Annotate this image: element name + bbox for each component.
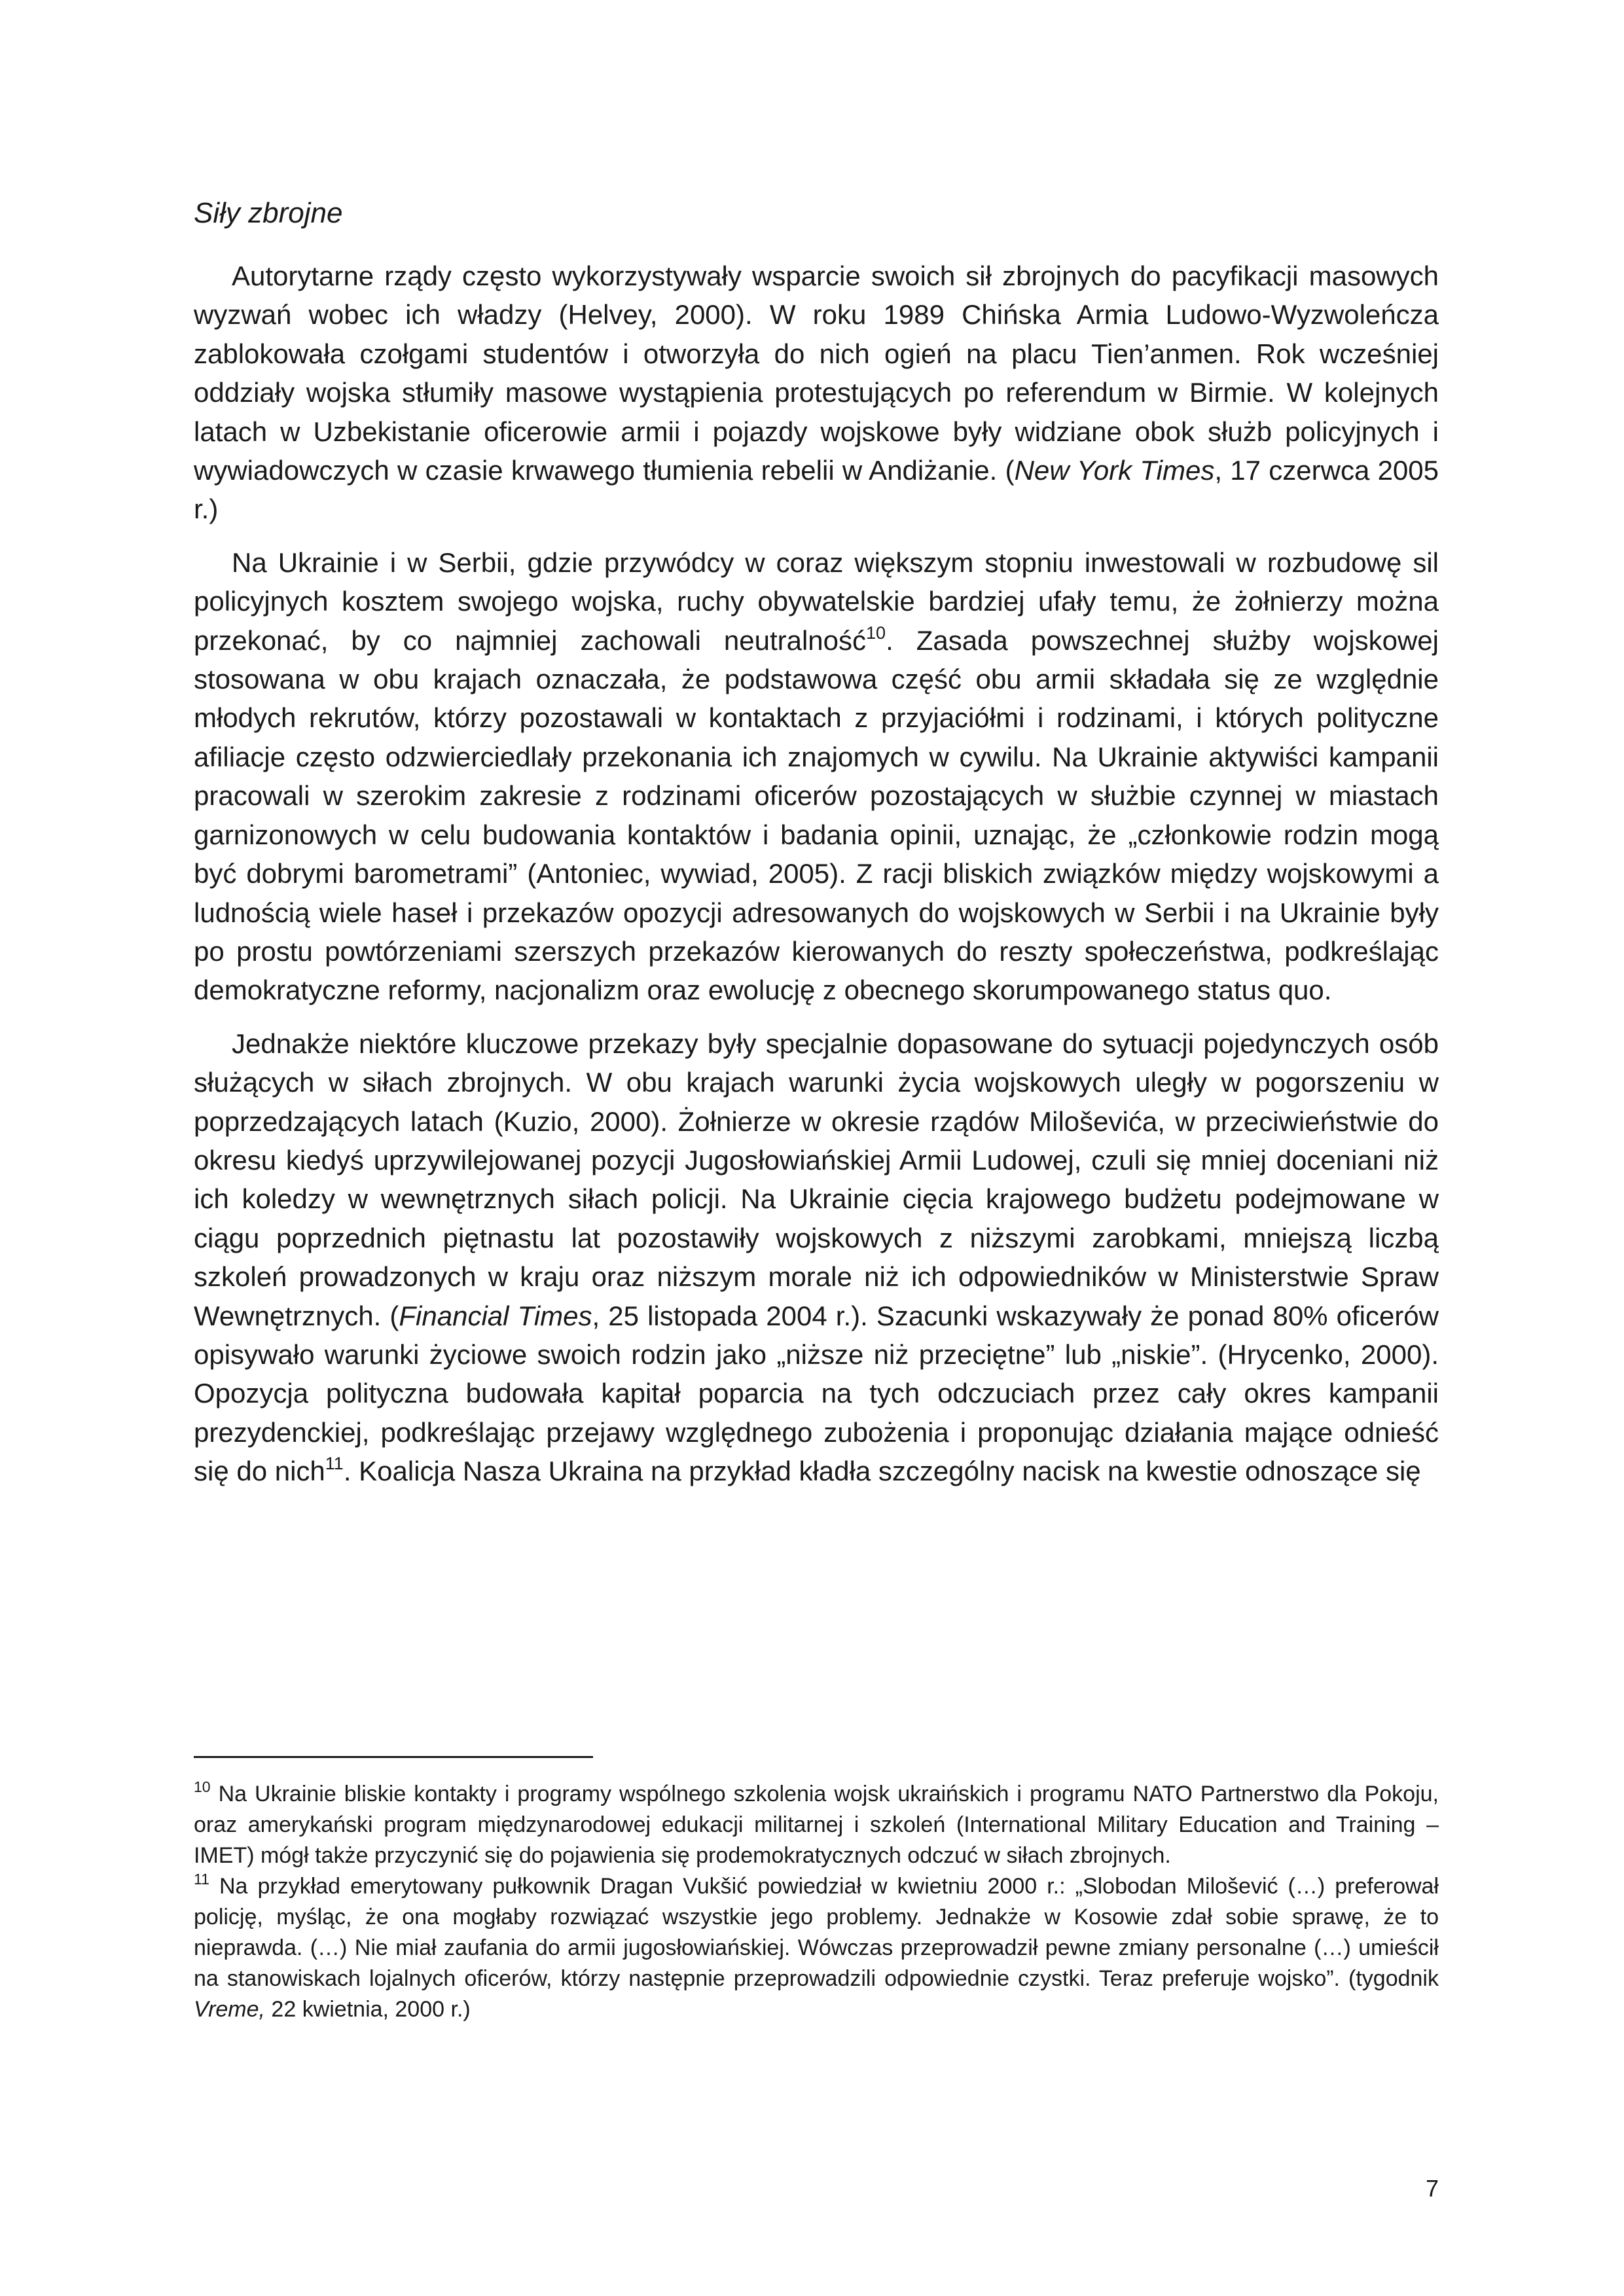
source-title: Vreme, <box>194 1997 265 2022</box>
footnote-reference[interactable]: 10 <box>866 622 886 643</box>
paragraph-text: , 25 listopada 2004 r.). Szacunki wskazywały że ponad 80% oficerów opisywało warunki życiowe swoich rodzin jako „niższe niż przeciętne” lub „niskie”. (Hrycenko, 2000). Opozycja polityczna budowała kapitał poparcia na tych odczuciach przez cały okres kampanii prezydenckiej, podkreślając przejawy względnego zubożenia i proponując działania mające odnieść się do nich <box>194 1300 1439 1487</box>
footnote-11 <box>194 1871 1439 2025</box>
page-number: 7 <box>1425 2175 1439 2202</box>
footnote-text: 22 kwietnia, 2000 r.) <box>264 1997 471 2022</box>
paragraph-text: . Koalicja Nasza Ukraina na przykład kładła szczególny nacisk na kwestie odnoszące się <box>343 1456 1421 1487</box>
footnote-text: Na przykład emerytowany pułkownik Dragan Vukšić powiedział w kwietniu 2000 r.: „Slobodan Milošević (…) preferował policję, myśląc, że ona mogłaby rozwiązać wszystkie jego problemy. Jednakże w Kosowie zdał sobie sprawę, że to nieprawda. (…) Nie miał zaufania do armii jugosłowiańskiej. Wówczas przeprowadził pewne zmiany personalne (…) umieścił na stanowiskach lojalnych oficerów, którzy następnie przeprowadzili odpowiednie czystki. Teraz preferuje wojsko”. (tygodnik <box>194 1874 1439 1991</box>
source-title: New York Times <box>1014 455 1215 486</box>
paragraph-text: Jednakże niektóre kluczowe przekazy były specjalnie dopasowane do sytuacji pojedynczych osób służących w siłach zbrojnych. W obu krajach warunki życia wojskowych uległy w pogorszeniu w poprzedzających latach (Kuzio, 2000). Żołnierze w okresie rządów Miloševića, w przeciwieństwie do okresu kiedyś uprzywilejowanej pozycji Jugosłowiańskiej Armii Ludowej, czuli się mniej doceniani niż ich koledzy w wewnętrznych siłach policji. Na Ukrainie cięcia krajowego budżetu podejmowane w ciągu poprzednich piętnastu lat pozostawiły wojskowych z niższymi zarobkami, mniejszą liczbą szkoleń prowadzonych w kraju oraz niższym morale niż ich odpowiedników w Ministerstwie Spraw Wewnętrznych. ( <box>194 1028 1439 1331</box>
paragraph-key-messages <box>194 1024 1439 1491</box>
section-heading: Siły zbrojne <box>194 197 343 229</box>
footnote-10 <box>194 1779 1439 1871</box>
footnote-text: Na Ukrainie bliskie kontakty i programy wspólnego szkolenia wojsk ukraińskich i programu NATO Partnerstwo dla Pokoju, oraz amerykański program międzynarodowej edukacji militarnej i szkoleń (International Military Education and Training – IMET) mógł także przyczynić się do pojawienia się prodemokratycznych odczuć w siłach zbrojnych. <box>194 1782 1439 1868</box>
footnotes <box>194 1779 1439 2025</box>
paragraph-text: Autorytarne rządy często wykorzystywały wsparcie swoich sił zbrojnych do pacyfikacji masowych wyzwań wobec ich władzy (Helvey, 2000). W roku 1989 Chińska Armia Ludowo-Wyzwoleńcza zablokowała czołgami studentów i otworzyła do nich ogień na placu Tien’anmen. Rok wcześniej oddziały wojska stłumiły masowe wystąpienia protestujących po referendum w Birmie. W kolejnych latach w Uzbekistanie oficerowie armii i pojazdy wojskowe były widziane obok służb policyjnych i wywiadowczych w czasie krwawego tłumienia rebelii w Andiżanie. ( <box>194 260 1439 486</box>
footnote-number: 10 <box>194 1778 211 1795</box>
source-title: Financial Times <box>399 1300 592 1331</box>
paragraph-text: . Zasada powszechnej służby wojskowej stosowana w obu krajach oznaczała, że podstawowa część obu armii składała się ze względnie młodych rekrutów, którzy pozostawali w kontaktach z przyjaciółmi i rodzinami, i których polityczne afiliacje często odzwierciedlały przekonania ich znajomych w cywilu. Na Ukrainie aktywiści kampanii pracowali w szerokim zakresie z rodzinami oficerów pozostających w służbie czynnej w miastach garnizonowych w celu budowania kontaktów i badania opinii, uznając, że „członkowie rodzin mogą być dobrymi barometrami” (Antoniec, wywiad, 2005). Z racji bliskich związków między wojskowymi a ludnością wiele haseł i przekazów opozycji adresowanych do wojskowych w Serbii i na Ukrainie były po prostu powtórzeniami szerszych przekazów kierowanych do reszty społeczeństwa, podkreślając demokratyczne reformy, nacjonalizm oraz ewolucję z obecnego skorumpowanego status quo. <box>194 624 1439 1006</box>
paragraph-text: , 17 czerwca 2005 r.) <box>194 455 1439 525</box>
footnote-reference[interactable]: 11 <box>325 1454 344 1474</box>
paragraph-armed-forces-intro <box>194 257 1439 529</box>
paragraph-ukraine-serbia <box>194 543 1439 1010</box>
footnote-separator <box>194 1756 593 1758</box>
paragraph-text: Na Ukrainie i w Serbii, gdzie przywódcy w coraz większym stopniu inwestowali w rozbudowę sil policyjnych kosztem swojego wojska, ruchy obywatelskie bardziej ufały temu, że żołnierzy można przekonać, by co najmniej zachowali neutralność <box>194 547 1439 656</box>
footnote-number: 11 <box>194 1870 209 1888</box>
body-text <box>194 257 1439 1505</box>
